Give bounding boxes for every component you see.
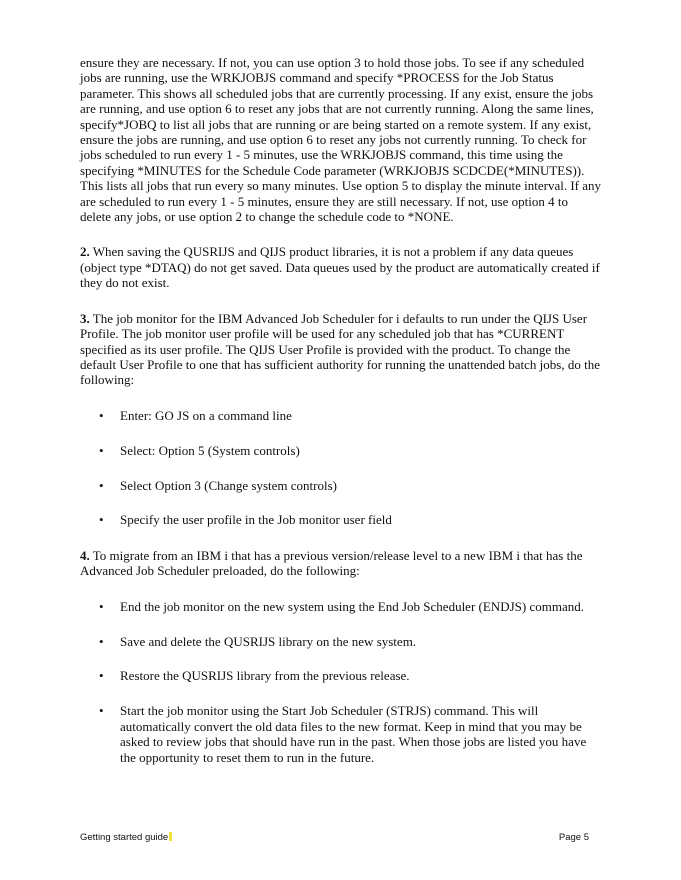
footer-title-wrap [80, 832, 172, 843]
item-2-paragraph [80, 244, 602, 290]
document-page [80, 55, 602, 765]
list-item: • Select: Option 5 (System controls) [80, 443, 602, 458]
item-4-bullet-list [80, 599, 602, 765]
page-number: Page 5 [558, 832, 589, 843]
list-item: • Enter: GO JS on a command line [80, 408, 602, 423]
list-item: • Start the job monitor using the Start Job Scheduler (STRJS) command. This will automatically convert the old data files to the new format. Keep in mind that you may be asked to review jobs that should have run in the past. When those jobs are listed you have the opportunity to reset them to run in the future. [80, 703, 602, 765]
footer-title: Getting started guide [80, 832, 169, 843]
item-4-text: To migrate from an IBM i that has a previous version/release level to a new IBM i that has the Advanced Job Scheduler preloaded, do the following: [80, 547, 583, 579]
list-item: • Select Option 3 (Change system controls) [80, 478, 602, 493]
item-2-number: 2. [80, 244, 90, 260]
highlight-mark [169, 832, 172, 841]
item-3-text: The job monitor for the IBM Advanced Job Scheduler for i defaults to run under the QIJS User Profile. The job monitor user profile will be used for any scheduled job that has *CURRENT specified as its user profile. The QIJS User Profile is provided with the product. To change the default User Profile to one that has sufficient authority for running the unattended batch jobs, do the following: [80, 310, 600, 388]
item-4-number: 4. [80, 547, 90, 563]
list-item: • End the job monitor on the new system using the End Job Scheduler (ENDJS) command. [80, 599, 602, 614]
list-item: • Restore the QUSRIJS library from the previous release. [80, 668, 602, 683]
item-3-paragraph [80, 311, 602, 388]
list-item: • Specify the user profile in the Job monitor user field [80, 512, 602, 527]
list-item: • Save and delete the QUSRIJS library on the new system. [80, 634, 602, 649]
item-4-paragraph [80, 548, 602, 579]
item-2-text: When saving the QUSRIJS and QIJS product libraries, it is not a problem if any data queues (object type *DTAQ) do not get saved. Data queues used by the product are automatically created if they do not exist. [80, 244, 600, 291]
item-3-bullet-list [80, 408, 602, 528]
intro-paragraph: ensure they are necessary. If not, you can use option 3 to hold those jobs. To see if any scheduled jobs are running, use the WRKJOBJS command and specify *PROCESS for the Job Status parameter. This shows all scheduled jobs that are currently processing. If any exist, ensure the jobs are running, and use option 6 to reset any jobs that are not currently running. Along the same lines, specify*JOBQ to list all jobs that are running or are being started on a remote system. If any exist, ensure the jobs are running, and use option 6 to reset any jobs not currently running. To check for jobs scheduled to run every 1 - 5 minutes, use the WRKJOBJS command, this time using the specifying *MINUTES for the Schedule Code parameter (WRKJOBJS SCDCDE(*MINUTES)). This lists all jobs that run every so many minutes. Use option 5 to display the minute interval. If any are scheduled to run every 1 - 5 minutes, ensure they are still necessary. If not, use option 4 to delete any jobs, or use option 2 to change the schedule code to *NONE. [80, 55, 602, 225]
item-3-number: 3. [80, 310, 90, 326]
